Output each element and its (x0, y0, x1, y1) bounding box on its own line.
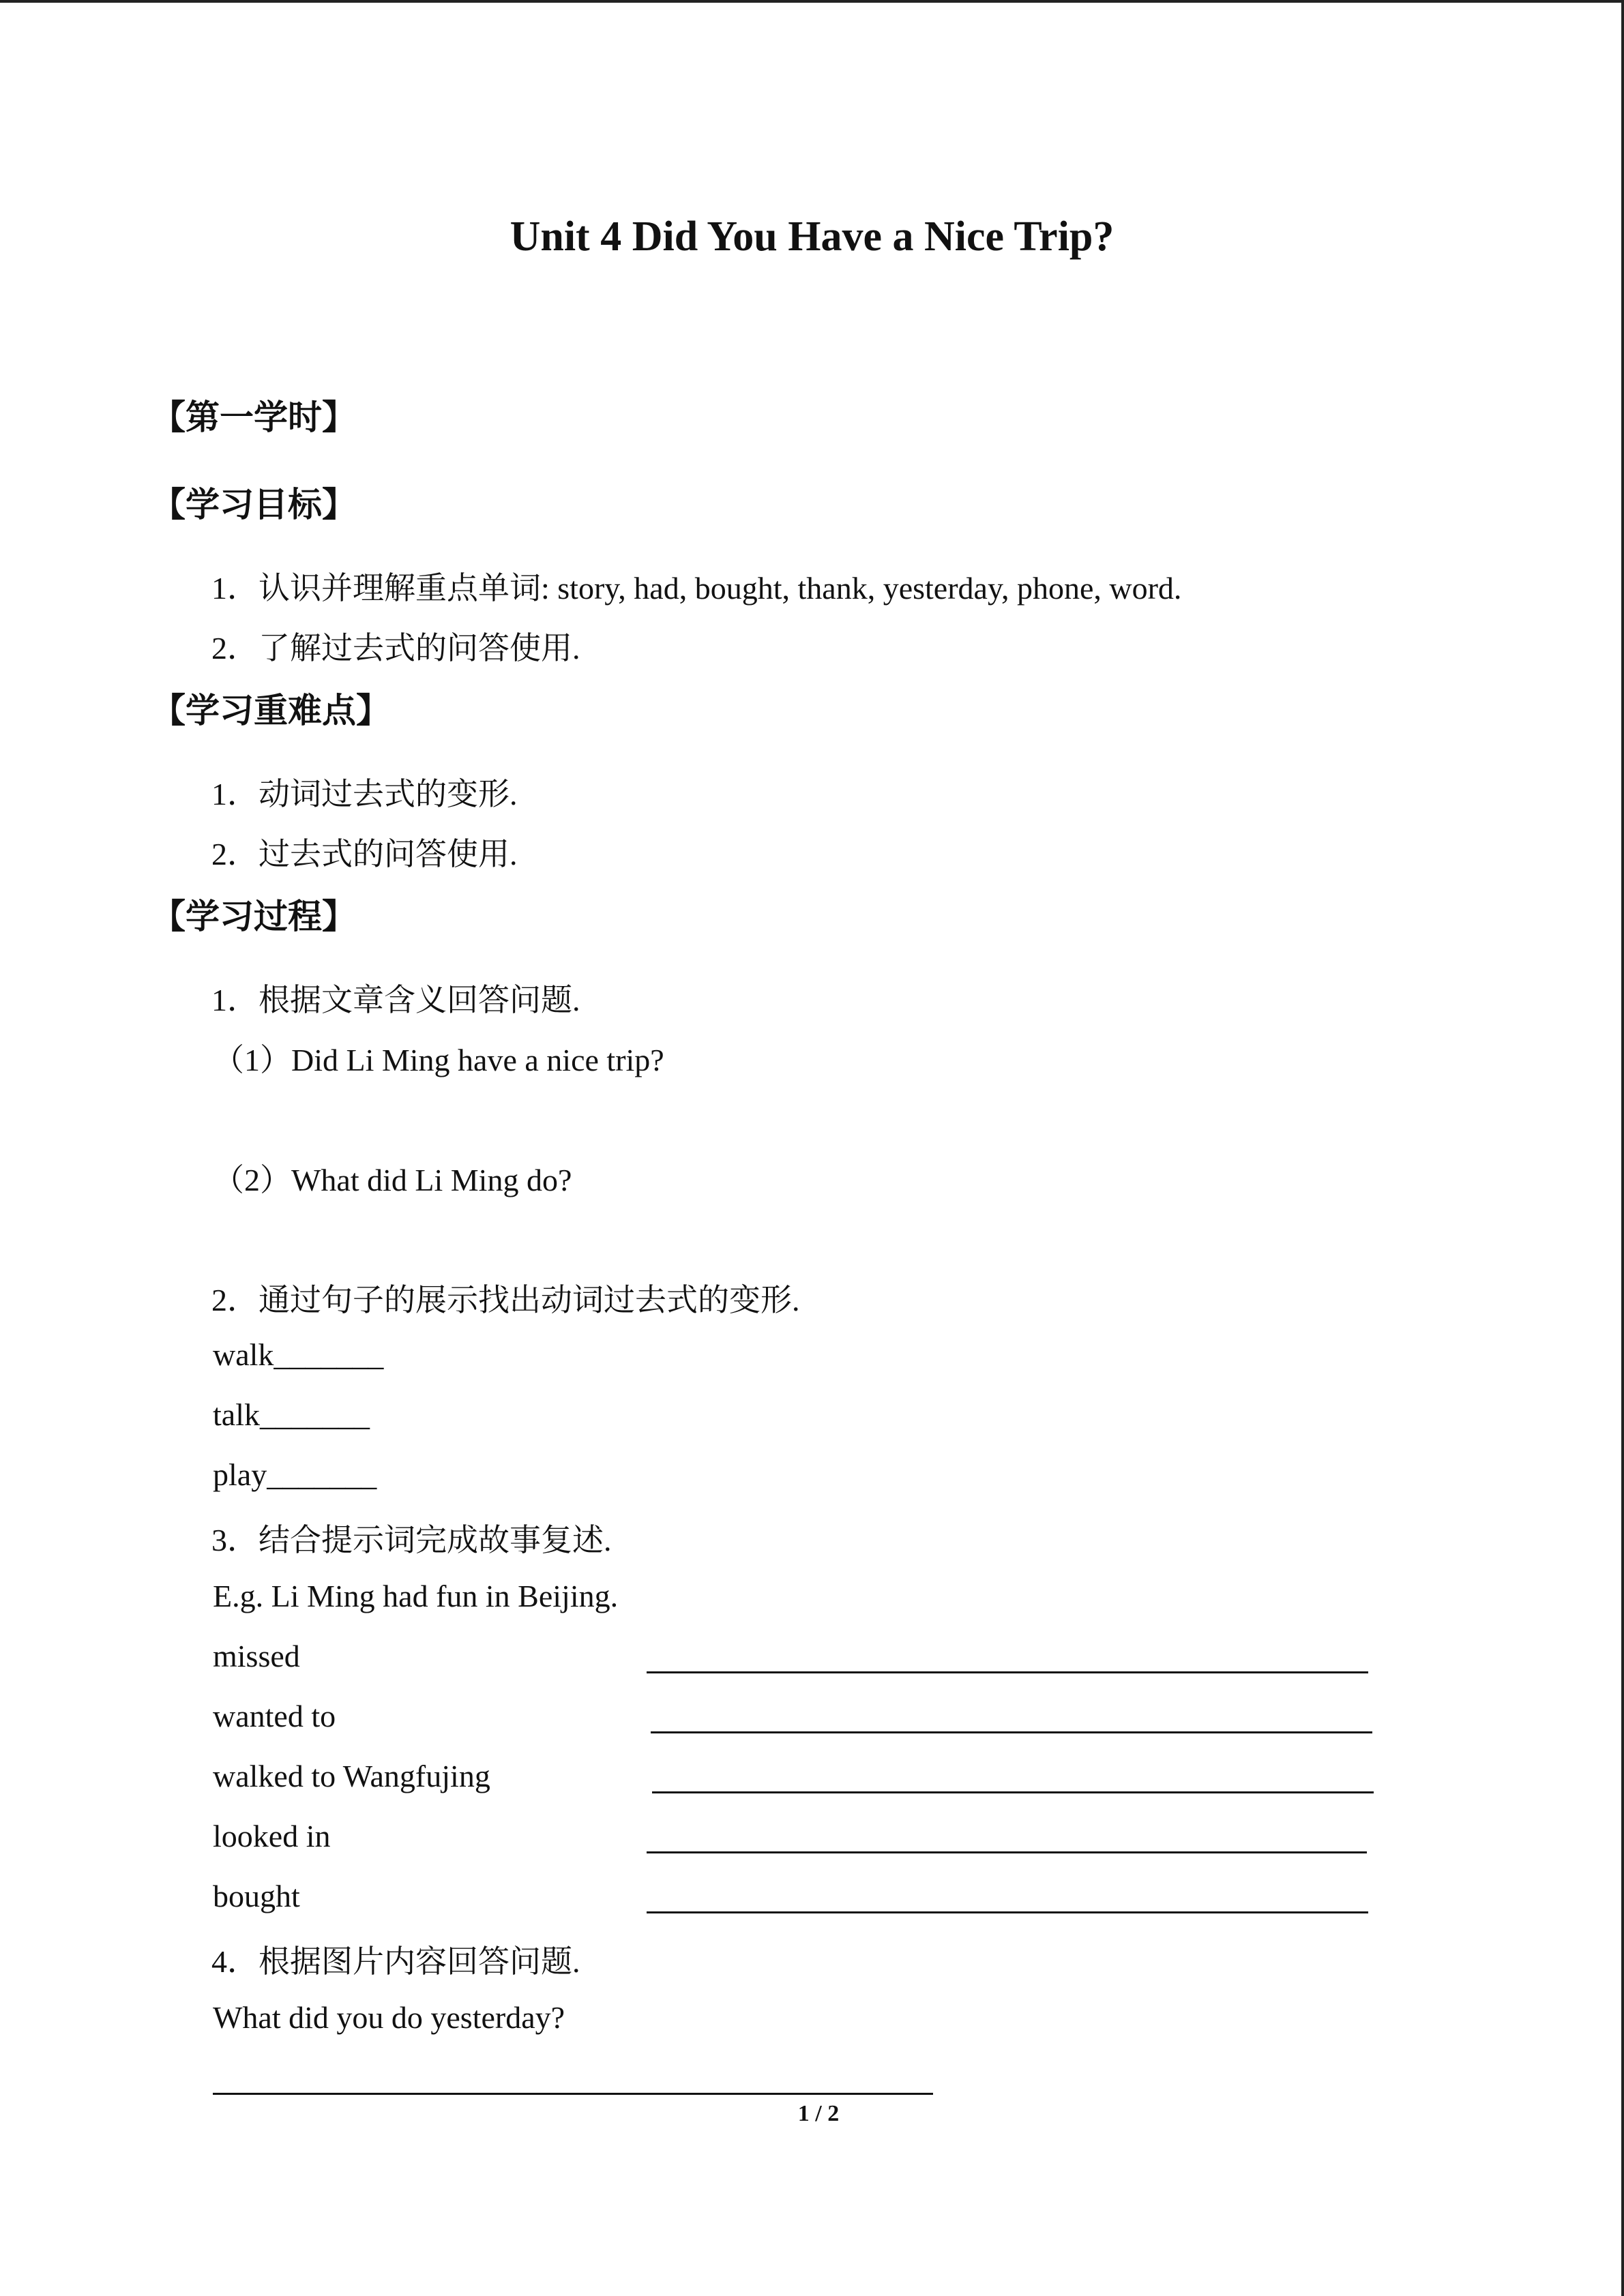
document-title: Unit 4 Did You Have a Nice Trip? (510, 213, 1114, 260)
task3-prompt-looked-in: looked in (213, 1819, 331, 1853)
task2-blank-play[interactable]: play_______ (213, 1457, 377, 1492)
objective-item: 2．了解过去式的问答使用. (211, 631, 580, 666)
task1-instruction: 1．根据文章含义回答问题. (211, 983, 580, 1017)
heading-key-points: 【学习重难点】 (151, 691, 390, 730)
task3-answer-line[interactable] (651, 1731, 1372, 1733)
task2-blank-walk[interactable]: walk_______ (213, 1337, 384, 1372)
task1-question-2: （2）What did Li Ming do? (213, 1163, 572, 1197)
task4-instruction: 4．根据图片内容回答问题. (211, 1944, 580, 1979)
page-number: 1 / 2 (797, 2101, 840, 2126)
task2-instruction: 2．通过句子的展示找出动词过去式的变形. (211, 1283, 800, 1317)
task4-question: What did you do yesterday? (213, 2000, 565, 2035)
task1-question-1: （1）Did Li Ming have a nice trip? (213, 1043, 664, 1077)
task3-example: E.g. Li Ming had fun in Beijing. (213, 1579, 619, 1613)
page-right-border (1621, 0, 1624, 2296)
task4-answer-line[interactable] (213, 2093, 933, 2095)
task3-prompt-wanted-to: wanted to (213, 1699, 336, 1733)
task3-answer-line[interactable] (647, 1911, 1368, 1913)
objective-item: 1．认识并理解重点单词: story, had, bought, thank, yesterday, phone, word. (211, 571, 1182, 606)
heading-process: 【学习过程】 (151, 897, 356, 936)
task3-instruction: 3．结合提示词完成故事复述. (211, 1523, 612, 1557)
task3-answer-line[interactable] (652, 1791, 1374, 1793)
heading-objectives: 【学习目标】 (151, 485, 356, 524)
page-top-border (0, 0, 1624, 3)
key-point-item: 2．过去式的问答使用. (211, 837, 518, 871)
task3-prompt-bought: bought (213, 1879, 300, 1913)
heading-lesson: 【第一学时】 (151, 398, 356, 437)
task3-prompt-missed: missed (213, 1639, 300, 1673)
task3-answer-line[interactable] (647, 1851, 1367, 1853)
task3-answer-line[interactable] (647, 1671, 1368, 1673)
key-point-item: 1．动词过去式的变形. (211, 777, 518, 811)
task3-prompt-walked-to: walked to Wangfujing (213, 1759, 490, 1793)
task2-blank-talk[interactable]: talk_______ (213, 1397, 370, 1432)
